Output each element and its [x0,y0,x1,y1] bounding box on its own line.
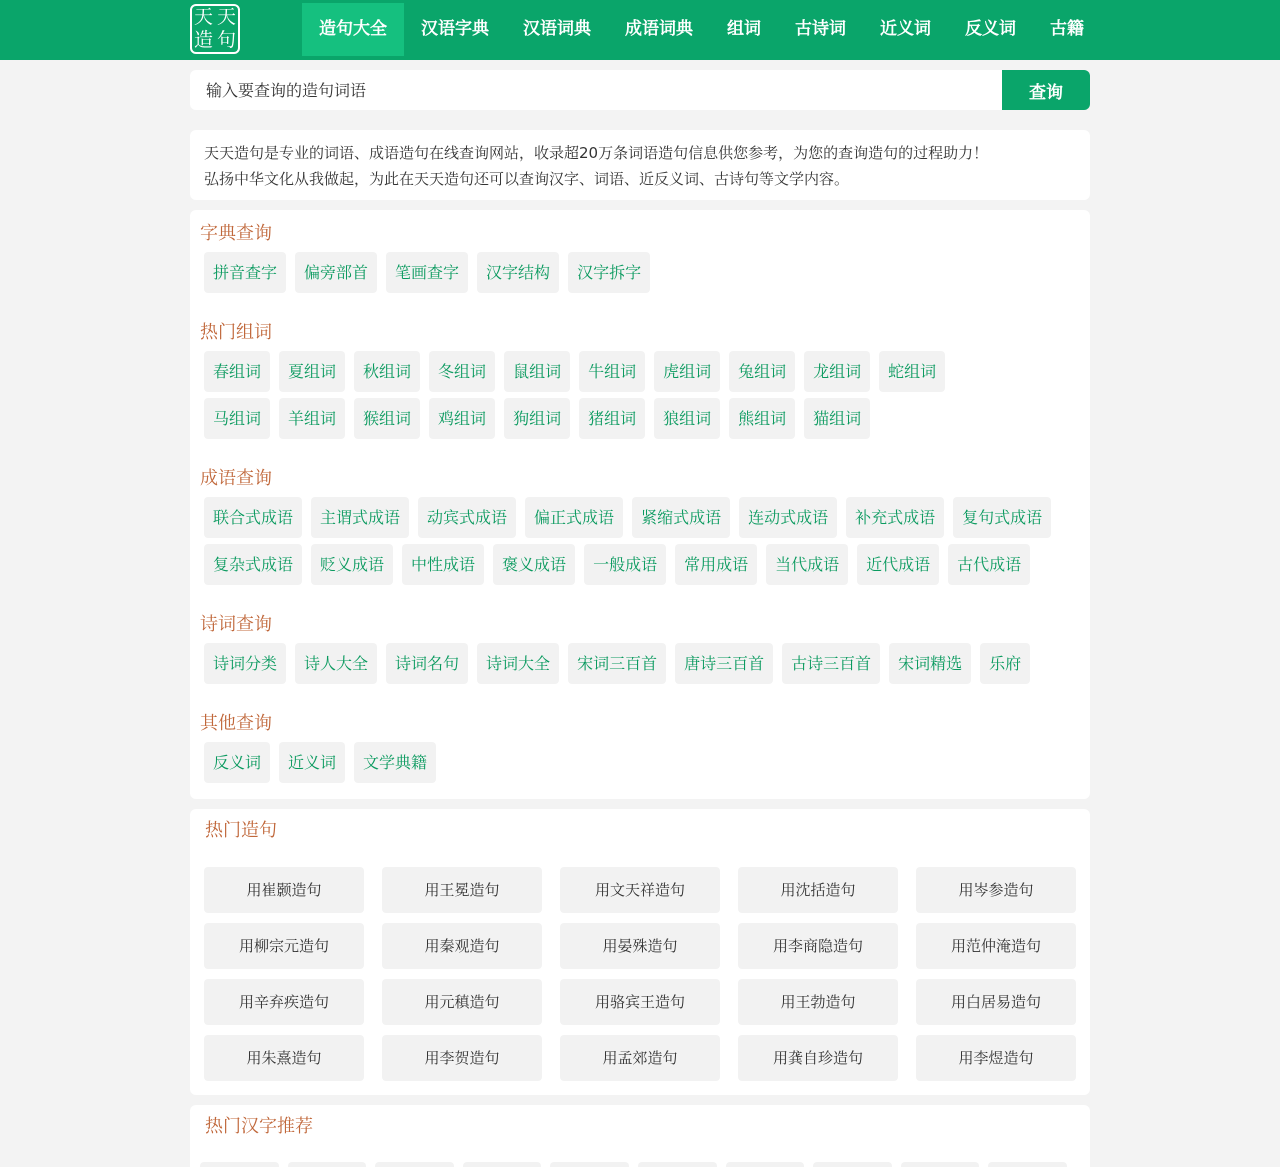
tag-link[interactable]: 一般成语 [584,544,666,585]
tag-link[interactable]: 联合式成语 [204,497,302,538]
search-input[interactable] [190,70,1002,110]
tag-link[interactable]: 龙组词 [804,351,870,392]
tag-link[interactable]: 诗人大全 [295,643,377,684]
hanzi-item[interactable] [200,1162,279,1167]
hanzi-item[interactable] [901,1162,980,1167]
hanzi-item[interactable] [726,1162,805,1167]
category-title: 字典查询 [200,223,272,244]
tag-link[interactable]: 唐诗三百首 [675,643,773,684]
tag-link[interactable]: 古代成语 [948,544,1030,585]
nav-item-antonyms[interactable]: 反义词 [965,19,1016,39]
tag-link[interactable]: 主谓式成语 [311,497,409,538]
tag-link[interactable]: 春组词 [204,351,270,392]
hot-sentence-link[interactable]: 用柳宗元造句 [204,923,364,969]
nav-item-character-dictionary[interactable]: 汉语字典 [421,19,489,39]
hanzi-item[interactable] [375,1162,454,1167]
tag-link[interactable]: 复杂式成语 [204,544,302,585]
nav-item-classical-poetry[interactable]: 古诗词 [795,19,846,39]
tag-link[interactable]: 熊组词 [729,398,795,439]
tag-link[interactable]: 猫组词 [804,398,870,439]
tag-link[interactable]: 连动式成语 [739,497,837,538]
nav-item-word-dictionary[interactable]: 汉语词典 [523,19,591,39]
tag-link[interactable]: 猴组词 [354,398,420,439]
hot-sentence-link[interactable]: 用龚自珍造句 [738,1035,898,1081]
tag-link[interactable]: 狼组词 [654,398,720,439]
hot-sentence-link[interactable]: 用晏殊造句 [560,923,720,969]
tag-link[interactable]: 宋词三百首 [568,643,666,684]
hot-sentence-link[interactable]: 用李煜造句 [916,1035,1076,1081]
tag-link[interactable]: 反义词 [204,742,270,783]
tag-link[interactable]: 秋组词 [354,351,420,392]
tag-link[interactable]: 诗词分类 [204,643,286,684]
hot-sentences-panel [190,809,1090,1095]
category-title: 其他查询 [200,713,272,734]
hot-hanzi-panel [190,1105,1090,1167]
hot-sentence-link[interactable]: 用范仲淹造句 [916,923,1076,969]
tag-link[interactable]: 马组词 [204,398,270,439]
tag-link[interactable]: 虎组词 [654,351,720,392]
tag-link[interactable]: 偏正式成语 [525,497,623,538]
hanzi-item[interactable] [463,1162,542,1167]
tag-link[interactable]: 拼音查字 [204,252,286,293]
tag-link[interactable]: 常用成语 [675,544,757,585]
main-nav [302,3,1101,56]
tag-link[interactable]: 诗词名句 [386,643,468,684]
tag-link[interactable]: 中性成语 [402,544,484,585]
hot-sentence-link[interactable]: 用李贺造句 [382,1035,542,1081]
hot-sentence-link[interactable]: 用朱熹造句 [204,1035,364,1081]
logo-char: 句 [216,29,236,51]
tag-link[interactable]: 褒义成语 [493,544,575,585]
search-bar [190,70,1090,110]
tag-link[interactable]: 兔组词 [729,351,795,392]
hot-sentence-link[interactable]: 用元稹造句 [382,979,542,1025]
hot-sentence-link[interactable]: 用崔颢造句 [204,867,364,913]
tag-link[interactable]: 文学典籍 [354,742,436,783]
site-intro [190,130,1090,200]
hot-sentence-link[interactable]: 用李商隐造句 [738,923,898,969]
tag-link[interactable]: 羊组词 [279,398,345,439]
hot-sentence-link[interactable]: 用白居易造句 [916,979,1076,1025]
nav-item-idiom-dictionary[interactable]: 成语词典 [625,19,693,39]
intro-line: 天天造句是专业的词语、成语造句在线查询网站，收录超20万条词语造句信息供您参考，为您的查询造句的过程助力！ [204,144,989,162]
category-tags [204,643,1080,690]
hot-sentence-link[interactable]: 用沈括造句 [738,867,898,913]
hot-sentence-link[interactable]: 用辛弃疾造句 [204,979,364,1025]
site-logo[interactable] [190,4,240,54]
tag-link[interactable]: 偏旁部首 [295,252,377,293]
section-title: 热门造句 [205,820,277,841]
tag-link[interactable]: 鼠组词 [504,351,570,392]
category-tags [204,252,1080,299]
tag-link[interactable]: 贬义成语 [311,544,393,585]
category-title: 热门组词 [200,322,272,343]
tag-link[interactable]: 猪组词 [579,398,645,439]
tag-link[interactable]: 紧缩式成语 [632,497,730,538]
tag-link[interactable]: 笔画查字 [386,252,468,293]
hot-sentence-link[interactable]: 用王勃造句 [738,979,898,1025]
logo-char: 造 [193,29,213,51]
category-title: 成语查询 [200,468,272,489]
hanzi-item[interactable] [638,1162,717,1167]
tag-link[interactable]: 汉字结构 [477,252,559,293]
tag-link[interactable]: 近代成语 [857,544,939,585]
tag-link[interactable]: 宋词精选 [889,643,971,684]
hanzi-item[interactable] [988,1162,1067,1167]
search-button[interactable]: 查询 [1002,70,1090,110]
tag-link[interactable]: 古诗三百首 [782,643,880,684]
tag-link[interactable]: 补充式成语 [846,497,944,538]
hot-sentence-link[interactable]: 用文天祥造句 [560,867,720,913]
section-title: 热门汉字推荐 [205,1116,313,1137]
nav-item-synonyms[interactable]: 近义词 [880,19,931,39]
category-tags [204,742,1080,789]
tag-link[interactable]: 汉字拆字 [568,252,650,293]
hanzi-item[interactable] [813,1162,892,1167]
nav-item-sentences[interactable]: 造句大全 [302,3,404,56]
hot-sentence-link[interactable]: 用岑参造句 [916,867,1076,913]
logo-char: 天 [216,6,236,28]
hot-sentence-link[interactable]: 用王冕造句 [382,867,542,913]
logo-char: 天 [193,6,213,28]
nav-item-word-formation[interactable]: 组词 [727,19,761,39]
tag-link[interactable]: 鸡组词 [429,398,495,439]
hanzi-row [200,1162,1076,1167]
tag-link[interactable]: 蛇组词 [879,351,945,392]
tag-link[interactable]: 牛组词 [579,351,645,392]
category-panel [190,210,1090,799]
tag-link[interactable]: 狗组词 [504,398,570,439]
hanzi-item[interactable] [288,1162,367,1167]
category-tags [204,351,1024,445]
hanzi-item[interactable] [550,1162,629,1167]
category-title: 诗词查询 [200,614,272,635]
hot-sentences-grid [204,867,1076,1081]
category-tags [204,497,1064,591]
intro-line: 弘扬中华文化从我做起，为此在天天造句还可以查询汉字、词语、近反义词、古诗句等文学内容。 [204,170,850,188]
tag-link[interactable]: 诗词大全 [477,643,559,684]
hot-sentence-link[interactable]: 用孟郊造句 [560,1035,720,1081]
hot-sentence-link[interactable]: 用骆宾王造句 [560,979,720,1025]
tag-link[interactable]: 当代成语 [766,544,848,585]
nav-item-ancient-books[interactable]: 古籍 [1050,19,1084,39]
tag-link[interactable]: 动宾式成语 [418,497,516,538]
tag-link[interactable]: 近义词 [279,742,345,783]
tag-link[interactable]: 复句式成语 [953,497,1051,538]
tag-link[interactable]: 夏组词 [279,351,345,392]
top-bar [0,0,1280,60]
tag-link[interactable]: 冬组词 [429,351,495,392]
hot-sentence-link[interactable]: 用秦观造句 [382,923,542,969]
tag-link[interactable]: 乐府 [980,643,1030,684]
